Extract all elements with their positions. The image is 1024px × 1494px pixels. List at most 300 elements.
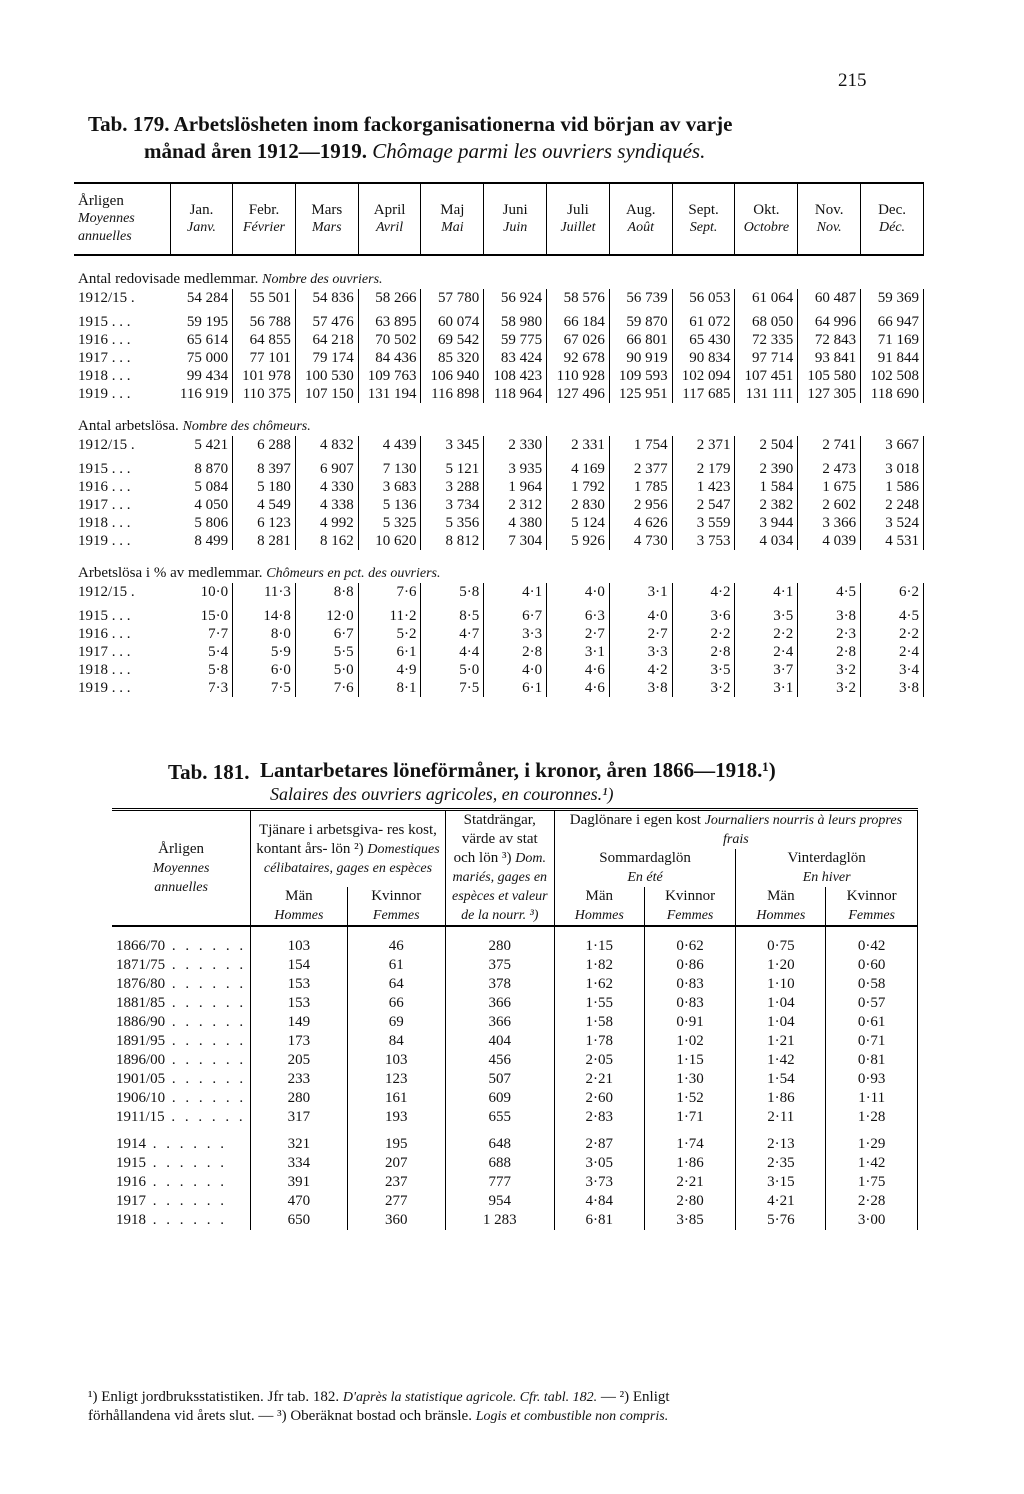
table-cell: 7 304 [484,532,547,550]
month-fr: Octobre [743,220,790,235]
table-cell: 4·4 [421,643,484,661]
table-cell: 7 130 [358,454,421,478]
table-cell: 57 476 [295,307,358,331]
head-sommar-fr: En été [627,870,663,885]
table-cell: 64 218 [295,331,358,349]
table-cell: 609 [445,1089,554,1108]
row-year: 1919 . . . [78,533,131,549]
row-year: 1886/90 . . . . . . [112,1013,251,1032]
row-year: 1881/85 . . . . . . [112,994,251,1013]
table-cell: 2·8 [672,643,735,661]
table-cell: 8 162 [295,532,358,550]
table-cell: 5 806 [170,514,232,532]
table-cell: 4 992 [295,514,358,532]
table-cell: 4 169 [547,454,610,478]
table-cell: 5·4 [170,643,232,661]
section-title [74,550,924,583]
head-tjanare-fr: Domestiques célibataires, gages en espèces [263,841,440,876]
month-sv: Okt. [753,202,780,218]
table-cell: 61 064 [735,289,798,307]
head-statdr-fr: Dom. mariés, gages en espèces et valeur de la nourr. ³) [451,851,548,923]
table-row [74,661,924,679]
head-statdrangar [445,810,554,927]
table-cell: 56 739 [609,289,672,307]
row-year: 1917 . . . [78,644,131,660]
table-cell: 7·6 [295,679,358,697]
table-cell: 6·7 [295,625,358,643]
month-fr: Janv. [187,220,216,235]
table-cell: 3·4 [861,661,924,679]
section-title-fr: Nombre des ouvriers. [262,272,383,287]
table-cell: 1·28 [826,1108,918,1127]
table-row [74,454,924,478]
table-cell: 1·71 [644,1108,736,1127]
table-cell: 6·3 [547,601,610,625]
table-row [112,1013,918,1032]
sex-sv: Kvinnor [371,888,422,904]
table-cell: 2·4 [735,643,798,661]
table-cell: 2 602 [798,496,861,514]
table-row [74,679,924,697]
table-cell: 3 288 [421,478,484,496]
table-cell: 1 785 [609,478,672,496]
row-year: 1912/15 . [78,290,135,306]
table-cell: 5 121 [421,454,484,478]
table-cell: 5 136 [358,496,421,514]
table-row [112,1089,918,1108]
table-cell: 84 436 [358,349,421,367]
month-sv: Nov. [814,202,844,218]
table-cell: 5·9 [233,643,296,661]
table-cell: 7·5 [233,679,296,697]
row-year: 1916 . . . [78,479,131,495]
month-fr: Juin [503,220,528,235]
table-cell: 8 397 [233,454,296,478]
table-cell: 59 369 [861,289,924,307]
month-header [233,183,296,255]
table-cell: 117 685 [672,385,735,403]
table-cell: 84 [347,1032,445,1051]
month-sv: Dec. [878,202,906,218]
month-sv: Mars [311,202,343,218]
table-cell: 91 844 [861,349,924,367]
table-cell: 4·2 [672,583,735,601]
table-cell: 55 501 [233,289,296,307]
table-cell: 116 898 [421,385,484,403]
table-cell: 1·15 [554,926,644,956]
row-year-text: 1918 [116,1212,146,1228]
month-fr: Avril [375,220,404,235]
table-cell: 75 000 [170,349,232,367]
table-row [112,1154,918,1173]
table-cell: 5 084 [170,478,232,496]
table-cell: 3 345 [421,436,484,454]
table-cell: 0·62 [644,926,736,956]
table-cell: 116 919 [170,385,232,403]
table-cell: 110 928 [547,367,610,385]
table-cell: 5·8 [421,583,484,601]
month-sv: Maj [440,202,465,218]
row-year: 1919 . . . [78,386,131,402]
table-cell: 3·8 [861,679,924,697]
table-cell: 2·60 [554,1089,644,1108]
head-moyennes: Moyennes [152,860,210,876]
table-cell: 108 423 [484,367,547,385]
row-year: 1915 . . . . . . [112,1154,251,1173]
table-cell: 2 956 [609,496,672,514]
head-daglonare-fr: Journaliers nourris à leurs propres frais [704,813,903,847]
table-cell: 3·05 [554,1154,644,1173]
table-cell: 3·3 [484,625,547,643]
table-cell: 0·60 [826,956,918,975]
month-fr: Mai [441,220,464,235]
table-cell: 3·8 [609,679,672,697]
table-cell: 8 499 [170,532,232,550]
table-cell: 68 050 [735,307,798,331]
tab179-title-text: Arbetslösheten inom fackorganisationerna vid början av varje [173,112,733,136]
table-cell: 1·11 [826,1089,918,1108]
table-cell: 3·1 [547,643,610,661]
table-cell: 3·85 [644,1211,736,1230]
table-row [74,514,924,532]
month-sv: Febr. [248,202,280,218]
table-cell: 59 775 [484,331,547,349]
table-cell: 0·61 [826,1013,918,1032]
table-cell: 2 179 [672,454,735,478]
table-cell: 118 964 [484,385,547,403]
table-cell: 4·2 [609,661,672,679]
table-cell: 102 508 [861,367,924,385]
table-cell: 1 586 [861,478,924,496]
table-cell: 3 524 [861,514,924,532]
row-year-text: 1871/75 [116,957,166,973]
head-vinter-sv: Vinterdaglön [787,850,866,866]
table-cell: 69 542 [421,331,484,349]
table-row [74,436,924,454]
table-cell: 1·04 [736,994,826,1013]
row-year: 1912/15 . [78,437,135,453]
table-cell: 92 678 [547,349,610,367]
table-row [74,289,924,307]
table-cell: 0·91 [644,1013,736,1032]
month-sv: April [373,202,406,218]
table-cell: 60 487 [798,289,861,307]
table-cell: 321 [251,1127,347,1154]
table-cell: 70 502 [358,331,421,349]
table-cell: 1 283 [445,1211,554,1230]
table-cell: 4·7 [421,625,484,643]
table-cell: 2·80 [644,1192,736,1211]
table-cell: 1 584 [735,478,798,496]
table-row [112,956,918,975]
sex-header [554,887,644,926]
row-year-text: 1881/85 [116,995,166,1011]
table-cell: 61 [347,956,445,975]
table-cell: 1 792 [547,478,610,496]
tab181-title-fr: Salaires des ouvriers agricoles, en couronnes.¹) [270,784,614,804]
tab181-title: Lantarbetares löneförmåner, i kronor, åren 1866—1918.¹) [260,758,776,782]
head-sommar [554,849,736,887]
row-year-text: 1896/00 [116,1052,166,1068]
table-cell: 64 996 [798,307,861,331]
month-header [358,183,421,255]
table-cell: 0·75 [736,926,826,956]
table-row [74,478,924,496]
month-fr: Déc. [879,220,906,235]
sex-fr: Femmes [666,908,714,923]
head-sommar-sv: Sommardaglön [599,850,691,866]
table-cell: 66 [347,994,445,1013]
table-cell: 7·3 [170,679,232,697]
month-sv: Aug. [625,202,656,218]
row-year: 1912/15 . [78,584,135,600]
table-cell: 1·54 [736,1070,826,1089]
table-cell: 688 [445,1154,554,1173]
row-year-text: 1917 [116,1193,146,1209]
table-cell: 1·20 [736,956,826,975]
table-cell: 99 434 [170,367,232,385]
table-cell: 366 [445,994,554,1013]
table-cell: 2·2 [861,625,924,643]
table-row [112,1173,918,1192]
table-cell: 54 836 [295,289,358,307]
table-cell: 110 375 [233,385,296,403]
sex-fr: Femmes [848,908,895,923]
table-row [112,1108,918,1127]
table-cell: 1·82 [554,956,644,975]
table-cell: 1·29 [826,1127,918,1154]
table-cell: 6·81 [554,1211,644,1230]
table-cell: 56 053 [672,289,735,307]
footnote-2-start: — ²) Enligt [600,1389,670,1405]
table-cell: 85 320 [421,349,484,367]
table-cell: 54 284 [170,289,232,307]
table-cell: 63 895 [358,307,421,331]
table-cell: 3·15 [736,1173,826,1192]
table-cell: 5 180 [233,478,296,496]
table-row [112,1051,918,1070]
table-cell: 5·0 [295,661,358,679]
table-cell: 66 947 [861,307,924,331]
month-fr: Sept. [689,220,718,235]
table-cell: 2·13 [736,1127,826,1154]
footnotes [88,1388,928,1426]
table-cell: 7·5 [421,679,484,697]
table-cell: 107 150 [295,385,358,403]
month-header [421,183,484,255]
table-cell: 1·58 [554,1013,644,1032]
table-cell: 3 667 [861,436,924,454]
row-year: 1918 . . . [78,662,131,678]
table-cell: 15·0 [170,601,232,625]
table-cell: 2 547 [672,496,735,514]
table-cell: 3 018 [861,454,924,478]
row-year-text: 1914 [116,1136,146,1152]
table-row [112,1211,918,1230]
table-cell: 103 [251,926,347,956]
sex-header [826,887,918,926]
table-cell: 3 683 [358,478,421,496]
table-cell: 79 174 [295,349,358,367]
row-year: 1901/05 . . . . . . [112,1070,251,1089]
table-cell: 109 593 [609,367,672,385]
table-cell: 1·30 [644,1070,736,1089]
table-cell: 83 424 [484,349,547,367]
table-cell: 3·1 [609,583,672,601]
table-cell: 3·2 [798,661,861,679]
table-cell: 1·52 [644,1089,736,1108]
month-header [170,183,232,255]
section-title-sv: Antal arbetslösa. [78,418,179,434]
table-cell: 2 382 [735,496,798,514]
table-cell: 3 734 [421,496,484,514]
row-year: 1918 . . . [78,515,131,531]
row-year: 1916 . . . [78,332,131,348]
table-cell: 1·55 [554,994,644,1013]
table-cell: 6·0 [233,661,296,679]
table-cell: 3·3 [609,643,672,661]
table-cell: 470 [251,1192,347,1211]
table-cell: 66 801 [609,331,672,349]
table-cell: 280 [445,926,554,956]
table-cell: 100 530 [295,367,358,385]
head-statdr-sv: Statdrängar, värde av stat och lön ³) [453,812,538,866]
table-cell: 103 [347,1051,445,1070]
month-header [609,183,672,255]
section-title-sv: Arbetslösa i % av medlemmar. [78,565,263,581]
table-cell: 65 614 [170,331,232,349]
table-cell: 58 576 [547,289,610,307]
month-header [295,183,358,255]
table-cell: 3 935 [484,454,547,478]
table-cell: 3·7 [735,661,798,679]
table-cell: 1·74 [644,1127,736,1154]
table-cell: 1·75 [826,1173,918,1192]
table-row [112,1127,918,1154]
table-cell: 7·7 [170,625,232,643]
table-cell: 207 [347,1154,445,1173]
sex-sv: Kvinnor [846,888,897,904]
table-cell: 0·83 [644,994,736,1013]
table-cell: 97 714 [735,349,798,367]
table-cell: 77 101 [233,349,296,367]
head-moyennes: Moyennes [78,211,135,226]
table-cell: 954 [445,1192,554,1211]
table-cell: 2 830 [547,496,610,514]
table-cell: 8·8 [295,583,358,601]
table-cell: 131 194 [358,385,421,403]
month-sv: Sept. [688,202,719,218]
section-title [74,255,924,289]
sex-sv: Män [285,888,313,904]
table-cell: 2·4 [861,643,924,661]
table-cell: 378 [445,975,554,994]
head-vinter-fr: En hiver [802,870,851,885]
tab179-label: Tab. 179. [88,112,170,136]
tab181-head-label [112,810,251,927]
head-vinter [736,849,918,887]
table-cell: 4 338 [295,496,358,514]
table-cell: 118 690 [861,385,924,403]
table-cell: 149 [251,1013,347,1032]
footnote-1: ¹) Enligt jordbruksstatistiken. Jfr tab. 182. [88,1389,340,1405]
section-title-fr: Nombre des chômeurs. [182,419,311,434]
month-header [735,183,798,255]
table-cell: 2·35 [736,1154,826,1173]
table-cell: 375 [445,956,554,975]
table-cell: 507 [445,1070,554,1089]
table-cell: 59 870 [609,307,672,331]
tab179-title [88,111,948,165]
table-cell: 3·6 [672,601,735,625]
table-cell: 3 753 [672,532,735,550]
head-annuelles: annuelles [154,879,208,895]
row-year: 1891/95 . . . . . . [112,1032,251,1051]
table-cell: 4·21 [736,1192,826,1211]
table-cell: 1·42 [826,1154,918,1173]
month-fr: Nov. [816,220,842,235]
row-year-text: 1915 [116,1155,146,1171]
table-cell: 1 423 [672,478,735,496]
table-cell: 5 124 [547,514,610,532]
table-cell: 4·9 [358,661,421,679]
table-cell: 153 [251,994,347,1013]
table-cell: 161 [347,1089,445,1108]
row-year: 1918 . . . [78,368,131,384]
table-cell: 6 907 [295,454,358,478]
head-tjanare-sv: Tjänare i arbetsgiva- res kost, kontant års- lön ²) [256,821,437,857]
table-cell: 12·0 [295,601,358,625]
table-cell: 3·8 [798,601,861,625]
table-cell: 105 580 [798,367,861,385]
sex-fr: Femmes [372,908,420,923]
table-cell: 8 812 [421,532,484,550]
table-cell: 2·2 [735,625,798,643]
table-cell: 2·8 [798,643,861,661]
footnote-2-3: förhållandena vid årets slut. — ³) Oberäknat bostad och bränsle. [88,1408,472,1424]
month-sv: Juli [567,202,589,218]
table-cell: 127 496 [547,385,610,403]
table-cell: 5 356 [421,514,484,532]
table-cell: 360 [347,1211,445,1230]
table-row [112,1192,918,1211]
table-cell: 0·83 [644,975,736,994]
table-cell: 2 377 [609,454,672,478]
table-cell: 5·8 [170,661,232,679]
table-cell: 4 549 [233,496,296,514]
table-cell: 3·73 [554,1173,644,1192]
row-year: 1915 . . . [78,608,131,624]
head-arligen: Årligen [78,193,124,209]
table-cell: 6 288 [233,436,296,454]
month-sv: Jan. [189,202,214,218]
tab179-title-line2: månad åren 1912—1919. [144,139,368,163]
table-cell: 127 305 [798,385,861,403]
table-cell: 404 [445,1032,554,1051]
footnote-3-fr: Logis et combustible non compris. [475,1409,669,1424]
sex-sv: Män [767,888,795,904]
row-year-text: 1906/10 [116,1090,166,1106]
row-year: 1915 . . . [78,314,131,330]
row-year-text: 1901/05 [116,1071,166,1087]
table-row [74,643,924,661]
table-cell: 3·1 [735,679,798,697]
table-cell: 655 [445,1108,554,1127]
table-cell: 0·58 [826,975,918,994]
month-fr: Mars [312,220,342,235]
table-cell: 4 626 [609,514,672,532]
table-cell: 106 940 [421,367,484,385]
